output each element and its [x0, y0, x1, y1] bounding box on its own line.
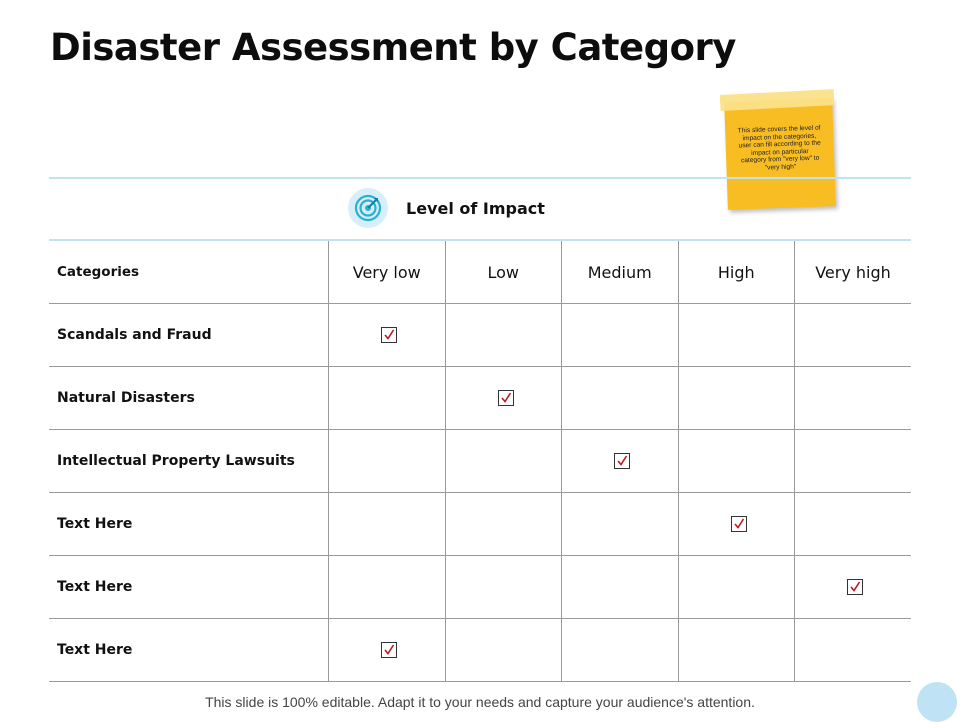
level-header: Very low [329, 241, 446, 304]
checkbox-checked-icon[interactable] [381, 327, 397, 343]
impact-cell[interactable] [329, 430, 446, 493]
impact-cell[interactable] [329, 304, 446, 367]
level-header: Low [445, 241, 562, 304]
impact-cell[interactable] [445, 304, 562, 367]
impact-cell[interactable] [329, 619, 446, 682]
impact-cell[interactable] [329, 367, 446, 430]
impact-header [348, 186, 545, 230]
impact-cell[interactable] [795, 619, 912, 682]
level-header: Very high [795, 241, 912, 304]
table-row [49, 304, 911, 367]
impact-cell[interactable] [562, 493, 679, 556]
table-row [49, 493, 911, 556]
impact-label: Level of Impact [406, 198, 545, 218]
category-label: Text Here [49, 619, 329, 682]
header-top-rule [49, 177, 911, 179]
impact-cell[interactable] [795, 556, 912, 619]
impact-table [49, 241, 911, 682]
impact-cell[interactable] [562, 304, 679, 367]
table-row [49, 367, 911, 430]
checkbox-checked-icon[interactable] [381, 642, 397, 658]
checkbox-checked-icon[interactable] [614, 453, 630, 469]
impact-cell[interactable] [445, 493, 562, 556]
impact-cell[interactable] [445, 367, 562, 430]
impact-cell[interactable] [445, 619, 562, 682]
impact-cell[interactable] [678, 367, 795, 430]
category-label: Intellectual Property Lawsuits [49, 430, 329, 493]
impact-cell[interactable] [562, 619, 679, 682]
impact-cell[interactable] [445, 556, 562, 619]
checkbox-checked-icon[interactable] [731, 516, 747, 532]
impact-cell[interactable] [562, 430, 679, 493]
footer-note: This slide is 100% editable. Adapt it to your needs and capture your audience's attention. [205, 694, 755, 710]
impact-cell[interactable] [678, 556, 795, 619]
impact-cell[interactable] [795, 430, 912, 493]
impact-cell[interactable] [678, 304, 795, 367]
impact-cell[interactable] [678, 619, 795, 682]
target-icon [348, 188, 388, 228]
page-title: Disaster Assessment by Category [50, 26, 736, 69]
impact-cell[interactable] [329, 556, 446, 619]
impact-cell[interactable] [329, 493, 446, 556]
category-label: Text Here [49, 493, 329, 556]
impact-cell[interactable] [795, 493, 912, 556]
impact-cell[interactable] [795, 304, 912, 367]
category-label: Natural Disasters [49, 367, 329, 430]
table-row [49, 430, 911, 493]
impact-cell[interactable] [562, 556, 679, 619]
category-label: Scandals and Fraud [49, 304, 329, 367]
checkbox-checked-icon[interactable] [847, 579, 863, 595]
sticky-note [724, 98, 836, 210]
impact-cell[interactable] [678, 430, 795, 493]
category-label: Text Here [49, 556, 329, 619]
impact-cell[interactable] [795, 367, 912, 430]
checkbox-checked-icon[interactable] [498, 390, 514, 406]
impact-cell[interactable] [445, 430, 562, 493]
level-header: Medium [562, 241, 679, 304]
level-header: High [678, 241, 795, 304]
decorative-circle [917, 682, 957, 722]
table-header-row [49, 241, 911, 304]
impact-cell[interactable] [678, 493, 795, 556]
sticky-note-text: This slide covers the level of impact on the categories, user can fill according to the impact on particular category from "very low" to "very high" [737, 124, 821, 172]
table-row [49, 556, 911, 619]
table-row [49, 619, 911, 682]
categories-header: Categories [49, 241, 329, 304]
impact-cell[interactable] [562, 367, 679, 430]
